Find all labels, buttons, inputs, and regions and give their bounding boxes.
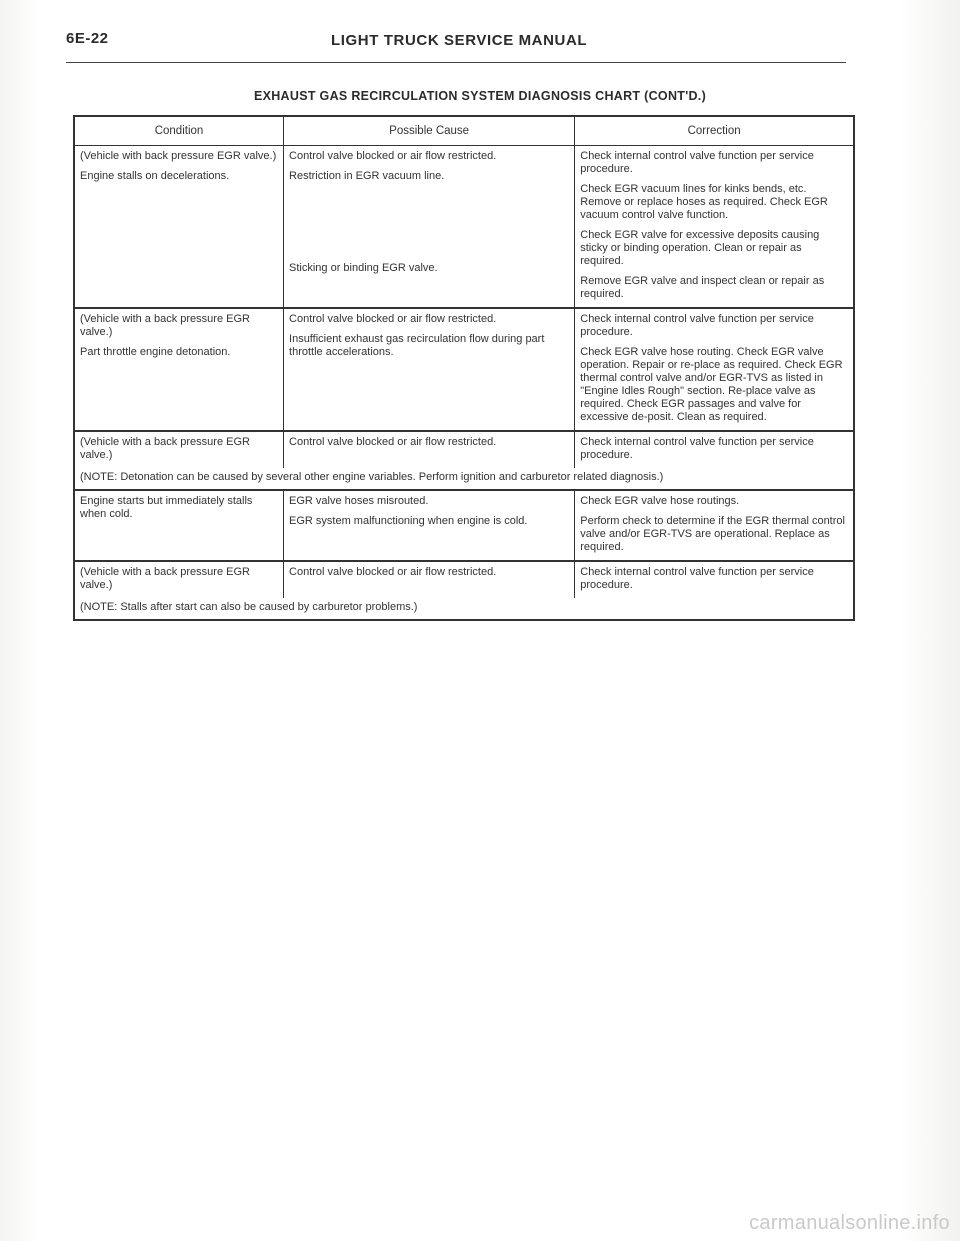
condition-cell [74,561,284,598]
condition-text: (Vehicle with a back pressure EGR valve.) [80,566,250,591]
condition-text: (Vehicle with a back pressure EGR valve.) [80,436,250,461]
table-row [74,561,854,598]
condition-text: Part throttle engine detonation. [80,346,231,358]
table-row [74,146,854,309]
condition-text: Engine starts but immediately stalls when cold. [80,495,253,520]
cause-text: Control valve blocked or air flow restricted. [289,566,497,578]
correction-cell [575,490,854,561]
cause-cell [284,146,575,309]
correction-text: Perform check to determine if the EGR thermal control valve and/or EGR-TVS are operational. Replace as required. [580,515,845,553]
cause-text: Control valve blocked or air flow restricted. [289,150,497,162]
note-row [74,468,854,490]
condition-cell [74,490,284,561]
chart-title: EXHAUST GAS RECIRCULATION SYSTEM DIAGNOSIS CHART (CONT'D.) [253,89,707,103]
page-number: 6E-22 [66,30,109,47]
correction-text: Check EGR vacuum lines for kinks bends, etc. Remove or replace hoses as required. Check EGR vacuum control valve function. [580,183,828,221]
cause-text: Sticking or binding EGR valve. [289,262,438,274]
correction-text: Check internal control valve function per service procedure. [580,313,814,338]
correction-cell [575,431,854,468]
diagnosis-table [73,115,855,621]
condition-cell [74,431,284,468]
correction-text: Check EGR valve for excessive deposits causing sticky or binding operation. Clean or repair as required. [580,229,820,267]
correction-text: Check internal control valve function per service procedure. [580,566,814,591]
note-row [74,598,854,620]
cause-text: Restriction in EGR vacuum line. [289,170,445,182]
correction-cell [575,308,854,431]
correction-text: Remove EGR valve and inspect clean or repair as required. [580,275,825,300]
cause-text: EGR system malfunctioning when engine is cold. [289,515,528,527]
note-text: (NOTE: Detonation can be caused by several other engine variables. Perform ignition and carburetor related diagnosis.) [74,468,854,490]
correction-cell [575,146,854,309]
condition-text: Engine stalls on decelerations. [80,170,230,182]
table-row [74,490,854,561]
condition-cell [74,146,284,309]
cause-cell [284,308,575,431]
watermark: carmanualsonline.info [749,1212,950,1234]
table-row [74,308,854,431]
correction-text: Check internal control valve function per service procedure. [580,150,814,175]
cause-text: Insufficient exhaust gas recirculation flow during part throttle accelerations. [289,333,545,358]
condition-text: (Vehicle with back pressure EGR valve.) [80,150,277,162]
manual-title: LIGHT TRUCK SERVICE MANUAL [331,32,588,49]
column-header-cause: Possible Cause [284,116,575,146]
table-row [74,431,854,468]
table-header-row [74,116,854,146]
cause-text: Control valve blocked or air flow restricted. [289,436,497,448]
cause-cell [284,431,575,468]
column-header-condition: Condition [74,116,284,146]
condition-text: (Vehicle with a back pressure EGR valve.) [80,313,250,338]
correction-cell [575,561,854,598]
correction-text: Check EGR valve hose routing. Check EGR valve operation. Repair or re-place as required. Check EGR thermal control valve and/or EGR-TVS as listed in "Engine Idles Rough" section. Re-place valve as required. Check EGR passages and valve for excessive de-posit. Clean as required. [580,346,843,423]
correction-text: Check internal control valve function per service procedure. [580,436,814,461]
cause-cell [284,561,575,598]
cause-cell [284,490,575,561]
note-text: (NOTE: Stalls after start can also be caused by carburetor problems.) [74,598,854,620]
correction-text: Check EGR valve hose routings. [580,495,740,507]
condition-cell [74,308,284,431]
cause-text: EGR valve hoses misrouted. [289,495,429,507]
page-header [66,30,846,63]
cause-text: Control valve blocked or air flow restricted. [289,313,497,325]
column-header-correction: Correction [575,116,854,146]
